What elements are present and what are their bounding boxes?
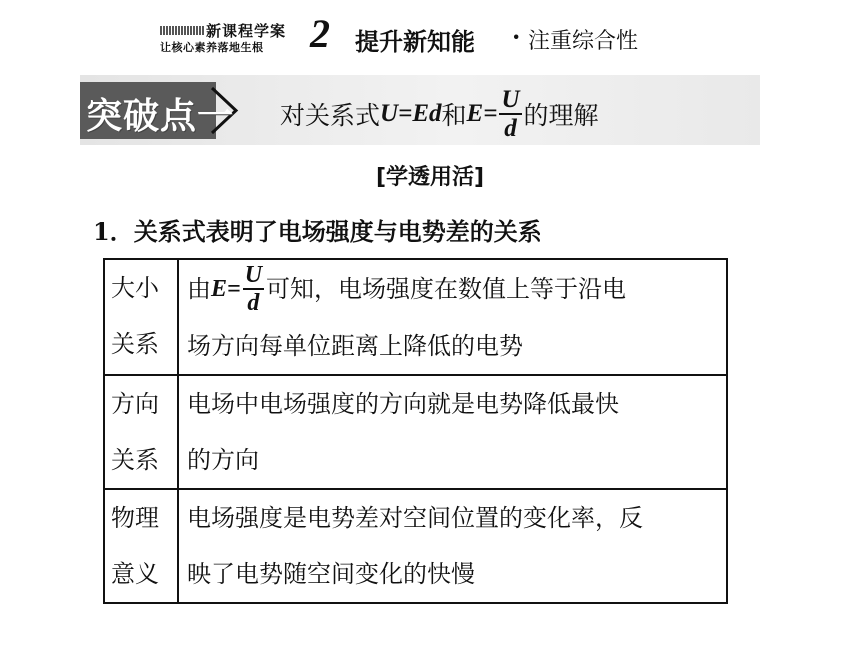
section-label: [学透用活] <box>375 165 485 190</box>
key-line: 大小 <box>111 274 159 302</box>
table-value-cell <box>178 259 727 375</box>
topic-equation-1: U=Ed <box>380 100 442 127</box>
badge-stripe-decoration <box>160 26 204 35</box>
topic-title <box>280 86 599 142</box>
topic-suffix: 的理解 <box>523 101 599 130</box>
table-key-cell <box>104 375 178 489</box>
fraction-numerator: U <box>244 262 263 288</box>
key-line: 物理 <box>111 504 159 532</box>
key-line: 意义 <box>111 560 159 588</box>
section-number: 2 <box>310 11 330 56</box>
topic-conjunction: 和 <box>441 101 467 130</box>
topic-fraction <box>499 87 521 141</box>
badge-line1: 新课程学案 <box>206 22 287 40</box>
fraction-denominator: d <box>247 290 260 316</box>
table-key-cell <box>104 259 178 375</box>
value-line: 的方向 <box>187 446 259 474</box>
value-prefix: 由 <box>187 275 211 303</box>
badge-label: 突破点一 <box>86 96 235 137</box>
key-line: 关系 <box>111 446 159 474</box>
header-title: 提升新知能 <box>355 28 475 56</box>
value-line: 映了电势随空间变化的快慢 <box>187 560 475 588</box>
table-row <box>104 259 727 375</box>
fraction-numerator: U <box>501 86 520 113</box>
value-line: 电场强度是电势差对空间位置的变化率，反 <box>187 504 643 532</box>
key-line: 关系 <box>111 330 159 358</box>
topic-equation-2-lhs: E= <box>466 100 498 127</box>
course-badge <box>158 20 308 54</box>
value-line <box>187 260 722 318</box>
topic-prefix: 对关系式 <box>280 101 381 130</box>
value-line: 电场中电场强度的方向就是电势降低最快 <box>187 390 619 418</box>
value-line: 场方向每单位距离上降低的电势 <box>187 332 523 360</box>
table-value-cell <box>178 489 727 603</box>
key-line: 方向 <box>111 390 159 418</box>
breakthrough-badge <box>80 82 240 139</box>
header-subtitle: 注重综合性 <box>528 29 639 54</box>
value-text: 可知，电场强度在数值上等于沿电 <box>266 275 627 303</box>
value-equation: E= <box>211 276 241 302</box>
relation-table <box>103 258 728 604</box>
value-fraction <box>243 263 264 315</box>
table-value-cell <box>178 375 727 489</box>
badge-line2: 让核心素养落地生根 <box>160 41 264 54</box>
fraction-denominator: d <box>504 115 517 142</box>
table-row <box>104 489 727 603</box>
table-key-cell <box>104 489 178 603</box>
section-heading: 1．关系式表明了电场强度与电势差的关系 <box>93 217 542 246</box>
table-row <box>104 375 727 489</box>
header-separator: · <box>512 22 521 51</box>
